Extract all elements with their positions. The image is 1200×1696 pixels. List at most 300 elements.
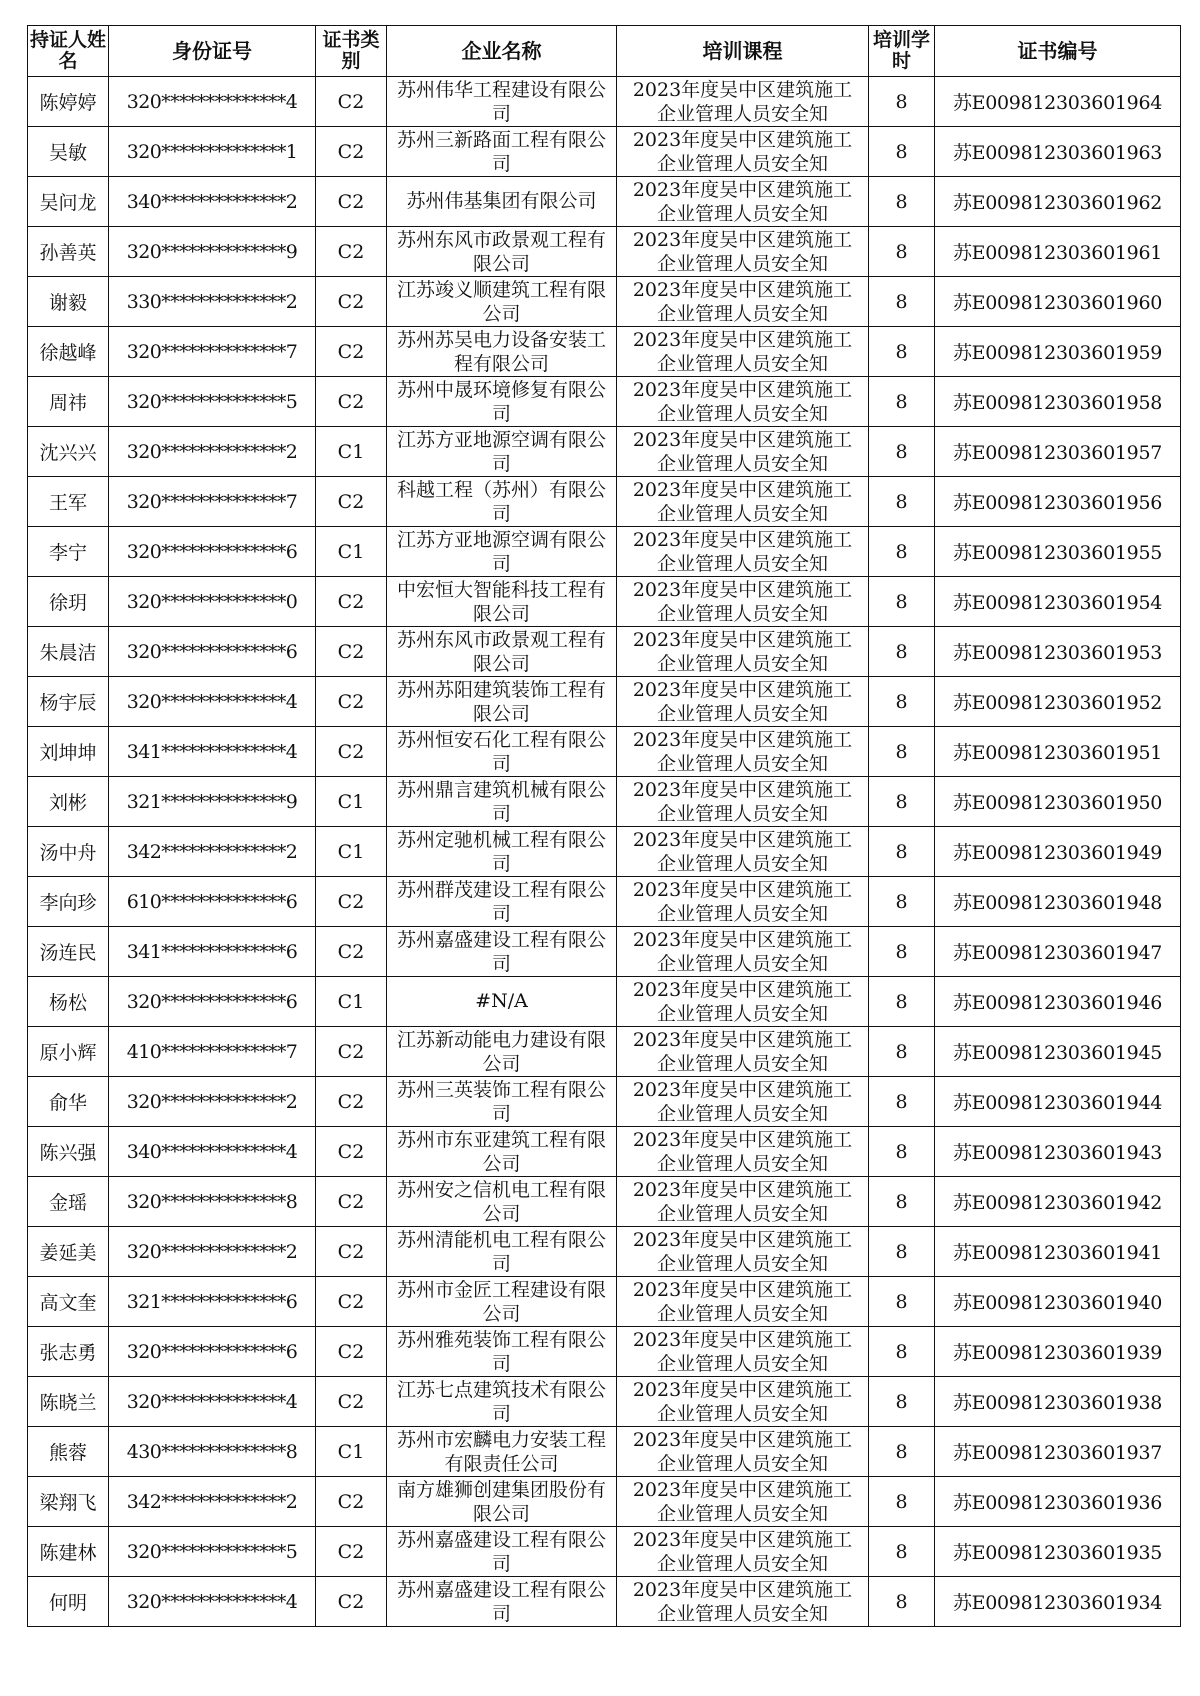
cell-company (387, 677, 617, 727)
cell-cert-number: 苏E009812303601945 (935, 1027, 1181, 1077)
table-row (28, 127, 1181, 177)
cell-hours: 8 (869, 477, 935, 527)
cell-company (387, 527, 617, 577)
cell-hours: 8 (869, 877, 935, 927)
cell-cert-number: 苏E009812303601951 (935, 727, 1181, 777)
table-row (28, 977, 1181, 1027)
cell-course-text: 2023年度吴中区建筑施工企业管理人员安全知 (632, 629, 853, 675)
cell-course (617, 377, 869, 427)
cell-course-text: 2023年度吴中区建筑施工企业管理人员安全知 (632, 1179, 853, 1225)
cell-id-number: 340**************4 (109, 1127, 316, 1177)
cell-cert-number: 苏E009812303601964 (935, 77, 1181, 127)
table-header (28, 26, 1181, 77)
cell-company-text: 苏州嘉盛建设工程有限公司 (397, 1579, 607, 1625)
cell-company-text: 苏州鼎言建筑机械有限公司 (397, 779, 607, 825)
cell-cert-category: C2 (316, 577, 387, 627)
table-body (28, 77, 1181, 1627)
header-company: 企业名称 (387, 26, 617, 77)
cell-id-number: 341**************6 (109, 927, 316, 977)
cell-name: 吴敏 (28, 127, 109, 177)
cell-hours: 8 (869, 927, 935, 977)
cell-company-text: 苏州伟基集团有限公司 (406, 190, 597, 212)
cell-company (387, 1427, 617, 1477)
cell-cert-category: C1 (316, 427, 387, 477)
cell-company-text: 江苏竣义顺建筑工程有限公司 (397, 279, 607, 325)
cell-company-text: 苏州嘉盛建设工程有限公司 (397, 929, 607, 975)
table-row (28, 1377, 1181, 1427)
cell-company-text: 苏州中晟环境修复有限公司 (397, 379, 607, 425)
cell-cert-category: C2 (316, 1377, 387, 1427)
cell-course (617, 277, 869, 327)
table-row (28, 377, 1181, 427)
cell-cert-number: 苏E009812303601939 (935, 1327, 1181, 1377)
cell-company (387, 1077, 617, 1127)
cell-course-text: 2023年度吴中区建筑施工企业管理人员安全知 (632, 929, 853, 975)
cell-hours: 8 (869, 527, 935, 577)
cell-id-number: 410**************7 (109, 1027, 316, 1077)
cell-course (617, 1527, 869, 1577)
cell-name: 朱晨洁 (28, 627, 109, 677)
cell-course-text: 2023年度吴中区建筑施工企业管理人员安全知 (632, 1529, 853, 1575)
cell-name: 杨宇辰 (28, 677, 109, 727)
cell-name: 金瑶 (28, 1177, 109, 1227)
cell-name: 陈婷婷 (28, 77, 109, 127)
cell-cert-number: 苏E009812303601943 (935, 1127, 1181, 1177)
cell-company-text: 南方雄狮创建集团股份有限公司 (397, 1479, 607, 1525)
header-cert-number: 证书编号 (935, 26, 1181, 77)
cell-name: 谢毅 (28, 277, 109, 327)
cell-course-text: 2023年度吴中区建筑施工企业管理人员安全知 (632, 679, 853, 725)
cell-course-text: 2023年度吴中区建筑施工企业管理人员安全知 (632, 1029, 853, 1075)
cell-course (617, 977, 869, 1027)
cell-cert-category: C2 (316, 1477, 387, 1527)
cell-company-text: 苏州安之信机电工程有限公司 (397, 1179, 607, 1225)
cell-course-text: 2023年度吴中区建筑施工企业管理人员安全知 (632, 479, 853, 525)
cell-id-number: 320**************6 (109, 527, 316, 577)
cell-id-number: 320**************4 (109, 77, 316, 127)
cell-cert-number: 苏E009812303601942 (935, 1177, 1181, 1227)
cell-company-text: 江苏新动能电力建设有限公司 (397, 1029, 607, 1075)
cell-cert-category: C2 (316, 1577, 387, 1627)
cell-cert-category: C2 (316, 1227, 387, 1277)
cell-cert-category: C2 (316, 727, 387, 777)
cell-name: 周祎 (28, 377, 109, 427)
cell-course (617, 1577, 869, 1627)
cell-name: 汤中舟 (28, 827, 109, 877)
table-row (28, 1427, 1181, 1477)
table-row (28, 727, 1181, 777)
cell-cert-category: C2 (316, 77, 387, 127)
cell-company-text: 苏州嘉盛建设工程有限公司 (397, 1529, 607, 1575)
cell-course-text: 2023年度吴中区建筑施工企业管理人员安全知 (632, 879, 853, 925)
cell-company (387, 977, 617, 1027)
cell-hours: 8 (869, 177, 935, 227)
cell-company-text: 江苏七点建筑技术有限公司 (397, 1379, 607, 1425)
table-row (28, 1077, 1181, 1127)
table-row (28, 1127, 1181, 1177)
cell-hours: 8 (869, 577, 935, 627)
cell-cert-number: 苏E009812303601950 (935, 777, 1181, 827)
cell-hours: 8 (869, 777, 935, 827)
cell-company-text: 苏州东风市政景观工程有限公司 (397, 229, 607, 275)
header-name: 持证人姓名 (28, 26, 109, 77)
cell-id-number: 320**************1 (109, 127, 316, 177)
cell-course-text: 2023年度吴中区建筑施工企业管理人员安全知 (632, 1329, 853, 1375)
cell-cert-category: C2 (316, 377, 387, 427)
table-row (28, 327, 1181, 377)
cell-cert-category: C2 (316, 627, 387, 677)
cell-name: 何明 (28, 1577, 109, 1627)
cell-id-number: 610**************6 (109, 877, 316, 927)
cell-cert-category: C1 (316, 977, 387, 1027)
cell-hours: 8 (869, 1577, 935, 1627)
cell-name: 汤连民 (28, 927, 109, 977)
cell-course-text: 2023年度吴中区建筑施工企业管理人员安全知 (632, 979, 853, 1025)
cell-hours: 8 (869, 1327, 935, 1377)
cell-company (387, 1027, 617, 1077)
header-id-number: 身份证号 (109, 26, 316, 77)
cell-course (617, 577, 869, 627)
cell-course-text: 2023年度吴中区建筑施工企业管理人员安全知 (632, 1229, 853, 1275)
cell-id-number: 320**************0 (109, 577, 316, 627)
cell-id-number: 340**************2 (109, 177, 316, 227)
cell-course (617, 777, 869, 827)
cell-company-text: #N/A (475, 990, 528, 1012)
cell-course (617, 827, 869, 877)
table-row (28, 827, 1181, 877)
cell-company (387, 1377, 617, 1427)
cell-company (387, 1477, 617, 1527)
cell-name: 刘彬 (28, 777, 109, 827)
cell-hours: 8 (869, 1427, 935, 1477)
cell-id-number: 320**************6 (109, 627, 316, 677)
cell-name: 熊蓉 (28, 1427, 109, 1477)
cell-cert-number: 苏E009812303601940 (935, 1277, 1181, 1327)
cell-cert-category: C2 (316, 277, 387, 327)
cell-company (387, 77, 617, 127)
cell-company-text: 苏州市东亚建筑工程有限公司 (397, 1129, 607, 1175)
table-row (28, 677, 1181, 727)
cell-course (617, 1377, 869, 1427)
table-row (28, 1527, 1181, 1577)
cell-cert-category: C2 (316, 877, 387, 927)
cell-cert-number: 苏E009812303601941 (935, 1227, 1181, 1277)
cell-cert-number: 苏E009812303601946 (935, 977, 1181, 1027)
cell-course (617, 127, 869, 177)
cell-course (617, 1227, 869, 1277)
cell-hours: 8 (869, 1477, 935, 1527)
cell-hours: 8 (869, 1177, 935, 1227)
cell-cert-category: C2 (316, 927, 387, 977)
cell-name: 徐越峰 (28, 327, 109, 377)
cell-cert-number: 苏E009812303601955 (935, 527, 1181, 577)
cell-company (387, 727, 617, 777)
table-row (28, 927, 1181, 977)
table-row (28, 177, 1181, 227)
cell-id-number: 320**************6 (109, 977, 316, 1027)
cell-cert-number: 苏E009812303601961 (935, 227, 1181, 277)
cell-company (387, 627, 617, 677)
cell-cert-category: C1 (316, 527, 387, 577)
cell-cert-number: 苏E009812303601963 (935, 127, 1181, 177)
table-row (28, 1477, 1181, 1527)
cell-course (617, 227, 869, 277)
certificate-roster-table (27, 25, 1181, 1627)
cell-course-text: 2023年度吴中区建筑施工企业管理人员安全知 (632, 829, 853, 875)
cell-cert-category: C2 (316, 1077, 387, 1127)
cell-course (617, 1277, 869, 1327)
cell-hours: 8 (869, 1077, 935, 1127)
cell-course-text: 2023年度吴中区建筑施工企业管理人员安全知 (632, 1479, 853, 1525)
cell-company-text: 江苏方亚地源空调有限公司 (397, 429, 607, 475)
cell-id-number: 321**************6 (109, 1277, 316, 1327)
cell-hours: 8 (869, 227, 935, 277)
cell-cert-category: C2 (316, 227, 387, 277)
cell-id-number: 320**************4 (109, 1577, 316, 1627)
cell-course (617, 477, 869, 527)
cell-company (387, 877, 617, 927)
cell-company-text: 苏州苏阳建筑装饰工程有限公司 (397, 679, 607, 725)
cell-company (387, 1127, 617, 1177)
cell-company (387, 177, 617, 227)
cell-id-number: 320**************6 (109, 1327, 316, 1377)
cell-cert-number: 苏E009812303601934 (935, 1577, 1181, 1627)
cell-name: 吴问龙 (28, 177, 109, 227)
cell-course (617, 627, 869, 677)
cell-course-text: 2023年度吴中区建筑施工企业管理人员安全知 (632, 129, 853, 175)
cell-hours: 8 (869, 677, 935, 727)
cell-name: 原小辉 (28, 1027, 109, 1077)
cell-cert-number: 苏E009812303601949 (935, 827, 1181, 877)
cell-course-text: 2023年度吴中区建筑施工企业管理人员安全知 (632, 1579, 853, 1625)
cell-cert-number: 苏E009812303601954 (935, 577, 1181, 627)
cell-hours: 8 (869, 627, 935, 677)
cell-course-text: 2023年度吴中区建筑施工企业管理人员安全知 (632, 1079, 853, 1125)
cell-cert-number: 苏E009812303601938 (935, 1377, 1181, 1427)
cell-hours: 8 (869, 1227, 935, 1277)
cell-hours: 8 (869, 827, 935, 877)
cell-company (387, 777, 617, 827)
cell-name: 高文奎 (28, 1277, 109, 1327)
cell-company-text: 中宏恒大智能科技工程有限公司 (397, 579, 607, 625)
cell-cert-number: 苏E009812303601944 (935, 1077, 1181, 1127)
cell-company (387, 927, 617, 977)
table-row (28, 1227, 1181, 1277)
cell-cert-number: 苏E009812303601948 (935, 877, 1181, 927)
cell-course-text: 2023年度吴中区建筑施工企业管理人员安全知 (632, 1129, 853, 1175)
cell-course (617, 1077, 869, 1127)
cell-name: 徐玥 (28, 577, 109, 627)
cell-company-text: 苏州定驰机械工程有限公司 (397, 829, 607, 875)
table-row (28, 777, 1181, 827)
cell-course (617, 727, 869, 777)
cell-cert-category: C2 (316, 1277, 387, 1327)
cell-course-text: 2023年度吴中区建筑施工企业管理人员安全知 (632, 179, 853, 225)
cell-course-text: 2023年度吴中区建筑施工企业管理人员安全知 (632, 429, 853, 475)
cell-id-number: 320**************2 (109, 427, 316, 477)
cell-company-text: 苏州东风市政景观工程有限公司 (397, 629, 607, 675)
cell-name: 李宁 (28, 527, 109, 577)
cell-course (617, 877, 869, 927)
cell-cert-category: C2 (316, 177, 387, 227)
cell-course (617, 1477, 869, 1527)
cell-cert-category: C2 (316, 477, 387, 527)
cell-cert-number: 苏E009812303601952 (935, 677, 1181, 727)
cell-course (617, 1027, 869, 1077)
cell-course (617, 1127, 869, 1177)
cell-course (617, 927, 869, 977)
cell-course (617, 177, 869, 227)
cell-id-number: 320**************2 (109, 1077, 316, 1127)
cell-id-number: 341**************4 (109, 727, 316, 777)
cell-cert-number: 苏E009812303601935 (935, 1527, 1181, 1577)
cell-company-text: 苏州雅苑装饰工程有限公司 (397, 1329, 607, 1375)
cell-name: 杨松 (28, 977, 109, 1027)
cell-id-number: 430**************8 (109, 1427, 316, 1477)
cell-company-text: 苏州三英装饰工程有限公司 (397, 1079, 607, 1125)
cell-course (617, 1427, 869, 1477)
table-row (28, 477, 1181, 527)
cell-course (617, 677, 869, 727)
cell-company-text: 苏州市金匠工程建设有限公司 (397, 1279, 607, 1325)
cell-cert-category: C2 (316, 127, 387, 177)
cell-company (387, 1277, 617, 1327)
cell-course-text: 2023年度吴中区建筑施工企业管理人员安全知 (632, 379, 853, 425)
table-row (28, 1327, 1181, 1377)
table-row (28, 77, 1181, 127)
table-row (28, 227, 1181, 277)
cell-company (387, 427, 617, 477)
cell-course-text: 2023年度吴中区建筑施工企业管理人员安全知 (632, 529, 853, 575)
cell-cert-category: C1 (316, 777, 387, 827)
table-row (28, 1577, 1181, 1627)
cell-name: 陈建林 (28, 1527, 109, 1577)
cell-company (387, 1177, 617, 1227)
cell-id-number: 320**************2 (109, 1227, 316, 1277)
cell-id-number: 320**************9 (109, 227, 316, 277)
table-row (28, 427, 1181, 477)
cell-cert-number: 苏E009812303601956 (935, 477, 1181, 527)
certificate-roster-sheet (27, 25, 1180, 1627)
cell-name: 孙善英 (28, 227, 109, 277)
cell-hours: 8 (869, 727, 935, 777)
cell-company-text: 苏州市宏麟电力安装工程有限责任公司 (397, 1429, 607, 1475)
cell-course (617, 1327, 869, 1377)
cell-hours: 8 (869, 377, 935, 427)
cell-company (387, 827, 617, 877)
cell-cert-category: C2 (316, 1527, 387, 1577)
cell-course-text: 2023年度吴中区建筑施工企业管理人员安全知 (632, 229, 853, 275)
table-row (28, 1277, 1181, 1327)
cell-course-text: 2023年度吴中区建筑施工企业管理人员安全知 (632, 79, 853, 125)
cell-id-number: 320**************7 (109, 477, 316, 527)
cell-cert-number: 苏E009812303601953 (935, 627, 1181, 677)
cell-id-number: 342**************2 (109, 827, 316, 877)
cell-course-text: 2023年度吴中区建筑施工企业管理人员安全知 (632, 1429, 853, 1475)
cell-id-number: 330**************2 (109, 277, 316, 327)
cell-name: 刘坤坤 (28, 727, 109, 777)
cell-cert-category: C2 (316, 327, 387, 377)
cell-company (387, 1227, 617, 1277)
cell-cert-number: 苏E009812303601937 (935, 1427, 1181, 1477)
cell-cert-category: C1 (316, 1427, 387, 1477)
cell-company (387, 577, 617, 627)
cell-name: 陈兴强 (28, 1127, 109, 1177)
cell-name: 沈兴兴 (28, 427, 109, 477)
cell-hours: 8 (869, 427, 935, 477)
cell-company-text: 苏州恒安石化工程有限公司 (397, 729, 607, 775)
cell-id-number: 320**************4 (109, 677, 316, 727)
cell-course (617, 77, 869, 127)
cell-name: 陈晓兰 (28, 1377, 109, 1427)
table-row (28, 527, 1181, 577)
cell-company (387, 477, 617, 527)
table-row (28, 877, 1181, 927)
cell-cert-number: 苏E009812303601957 (935, 427, 1181, 477)
cell-name: 俞华 (28, 1077, 109, 1127)
header-row (28, 26, 1181, 77)
cell-cert-number: 苏E009812303601936 (935, 1477, 1181, 1527)
cell-course (617, 527, 869, 577)
cell-course-text: 2023年度吴中区建筑施工企业管理人员安全知 (632, 329, 853, 375)
cell-course (617, 427, 869, 477)
cell-id-number: 320**************5 (109, 377, 316, 427)
cell-cert-category: C2 (316, 1177, 387, 1227)
table-row (28, 577, 1181, 627)
cell-company-text: 科越工程（苏州）有限公司 (397, 479, 607, 525)
cell-course-text: 2023年度吴中区建筑施工企业管理人员安全知 (632, 729, 853, 775)
cell-company (387, 277, 617, 327)
cell-id-number: 342**************2 (109, 1477, 316, 1527)
cell-cert-number: 苏E009812303601958 (935, 377, 1181, 427)
cell-id-number: 321**************9 (109, 777, 316, 827)
cell-hours: 8 (869, 977, 935, 1027)
cell-cert-category: C2 (316, 1127, 387, 1177)
cell-company-text: 苏州三新路面工程有限公司 (397, 129, 607, 175)
cell-course (617, 1177, 869, 1227)
cell-course-text: 2023年度吴中区建筑施工企业管理人员安全知 (632, 1279, 853, 1325)
cell-course (617, 327, 869, 377)
cell-id-number: 320**************4 (109, 1377, 316, 1427)
cell-company (387, 1527, 617, 1577)
cell-hours: 8 (869, 1277, 935, 1327)
cell-course-text: 2023年度吴中区建筑施工企业管理人员安全知 (632, 779, 853, 825)
header-cert-category: 证书类别 (316, 26, 387, 77)
cell-id-number: 320**************5 (109, 1527, 316, 1577)
table-row (28, 1027, 1181, 1077)
cell-name: 李向珍 (28, 877, 109, 927)
cell-course-text: 2023年度吴中区建筑施工企业管理人员安全知 (632, 579, 853, 625)
cell-name: 梁翔飞 (28, 1477, 109, 1527)
cell-id-number: 320**************8 (109, 1177, 316, 1227)
cell-company-text: 苏州苏吴电力设备安装工程有限公司 (397, 329, 607, 375)
cell-name: 王军 (28, 477, 109, 527)
cell-name: 张志勇 (28, 1327, 109, 1377)
cell-cert-category: C1 (316, 827, 387, 877)
cell-company (387, 1327, 617, 1377)
cell-hours: 8 (869, 77, 935, 127)
cell-cert-number: 苏E009812303601947 (935, 927, 1181, 977)
cell-hours: 8 (869, 127, 935, 177)
cell-company (387, 1577, 617, 1627)
cell-cert-category: C2 (316, 1027, 387, 1077)
cell-company (387, 327, 617, 377)
cell-course-text: 2023年度吴中区建筑施工企业管理人员安全知 (632, 279, 853, 325)
cell-company-text: 苏州清能机电工程有限公司 (397, 1229, 607, 1275)
cell-hours: 8 (869, 327, 935, 377)
cell-company (387, 377, 617, 427)
cell-hours: 8 (869, 1377, 935, 1427)
